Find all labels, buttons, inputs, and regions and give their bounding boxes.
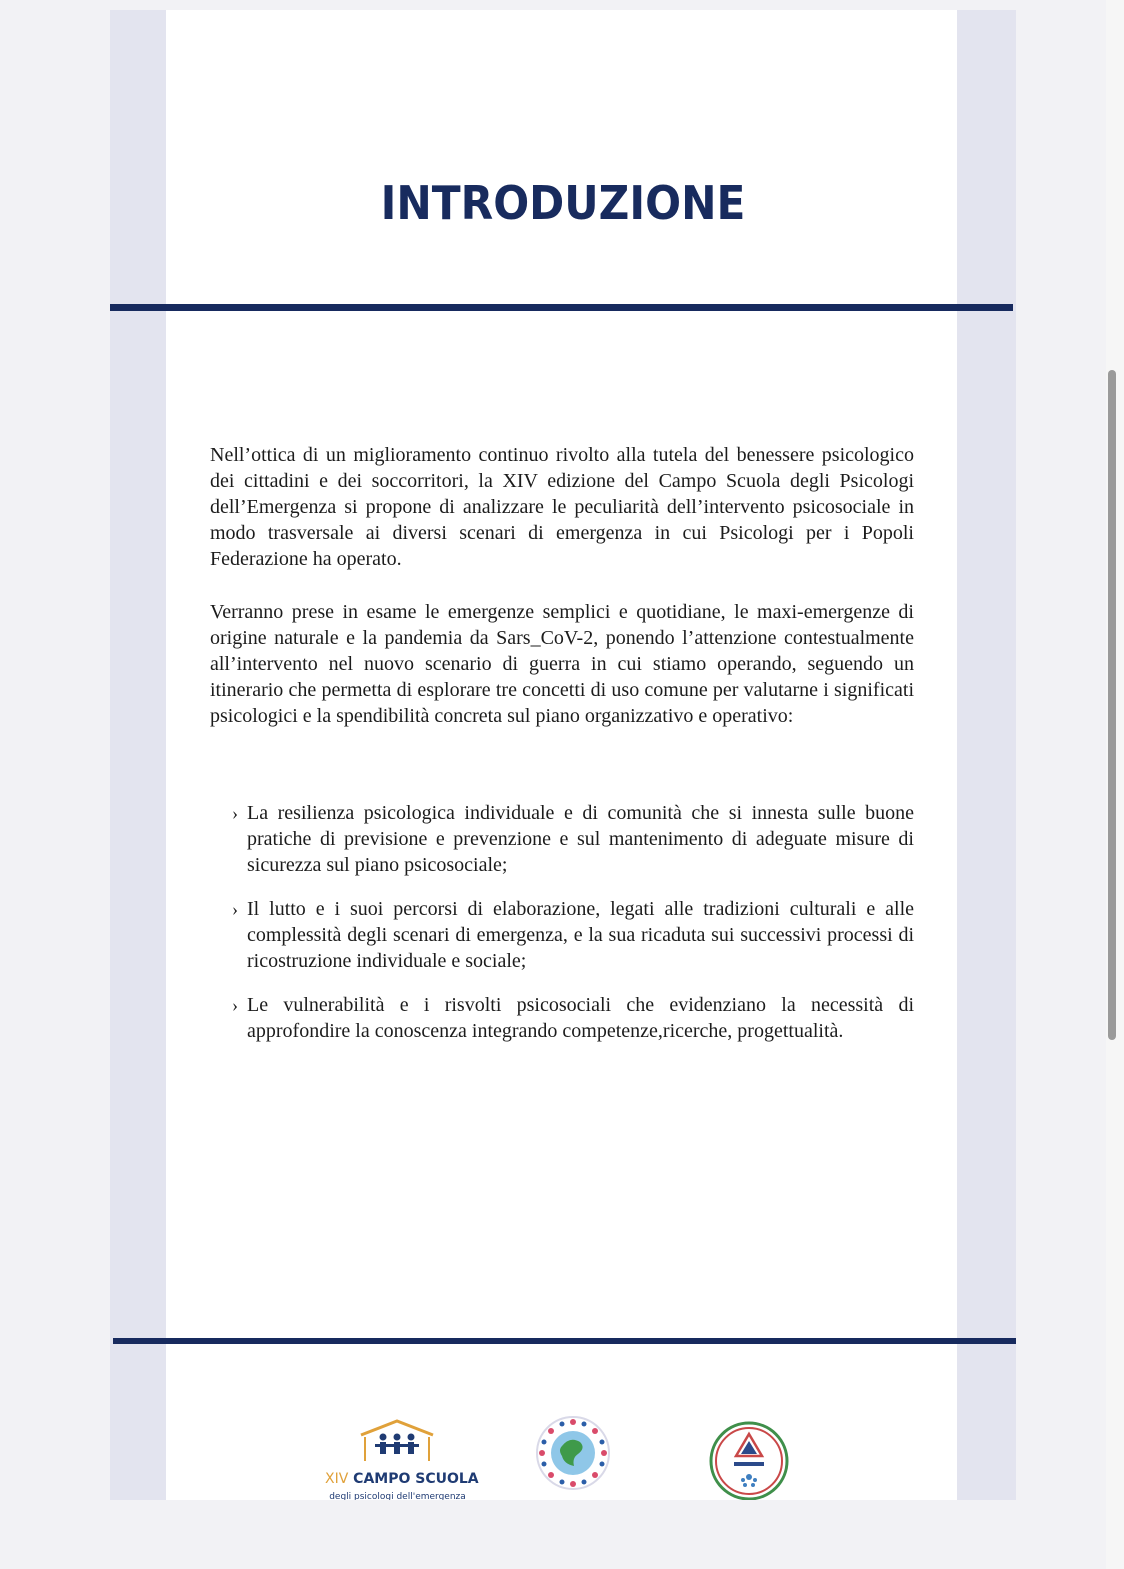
chevron-right-icon: › — [232, 899, 238, 919]
list-item — [232, 896, 914, 974]
document-page — [110, 10, 1016, 1500]
paragraph-1: Nell’ottica di un miglioramento continuo rivolto alla tutela del benessere psicologico dei cittadini e dei soccorritori, la XIV edizione del Campo Scuola degli Psicologi dell’Emergenza si propone di analizzare le peculiarità dell’intervento psicosociale in modo trasversale ai diversi scenari di emergenza in cui Psicologi per i Popoli Federazione ha operato. — [210, 444, 914, 570]
scrollbar-thumb[interactable] — [1108, 370, 1116, 1040]
campo-scuola-logo — [325, 1415, 479, 1500]
campo-scuola-subtitle: degli psicologi dell'emergenza — [329, 1492, 466, 1500]
volontariato-seal-icon — [708, 1420, 790, 1500]
page-title: INTRODUZIONE — [380, 176, 746, 230]
right-margin-band — [957, 10, 1016, 1500]
top-divider — [110, 304, 1013, 311]
chevron-right-icon: › — [232, 995, 238, 1015]
bullet-text: Il lutto e i suoi percorsi di elaborazione, legati alle tradizioni culturali e alle complessità degli scenari di emergenza, e la sua ricaduta sui successivi processi di ricostruzione individuale e sociale; — [247, 898, 914, 972]
paragraph-2: Verranno prese in esame le emergenze semplici e quotidiane, le maxi-emergenze di origine naturale e la pandemia da Sars_CoV-2, ponendo l’attenzione contestualmente all’intervento nel nuovo scenario di guerra in cui stiamo operando, seguendo un itinerario che permetta di esplorare tre concetti di uso comune per valutarne i significati psicologici e la spendibilità concreta sul piano organizzativo e operativo: — [210, 601, 914, 727]
federazione-globe-icon — [532, 1412, 614, 1494]
bullet-text: La resilienza psicologica individuale e di comunità che si innesta sulle buone pratiche di previsione e prevenzione e sul mantenimento di adeguate misure di sicurezza sul piano psicosociale; — [247, 802, 914, 876]
campo-scuola-name: XIV CAMPO SCUOLA — [325, 1471, 479, 1487]
bullet-text: Le vulnerabilità e i risvolti psicosociali che evidenziano la necessità di approfondire la conoscenza integrando competenze,ricerche, progettualità. — [247, 994, 914, 1042]
list-item — [232, 800, 914, 878]
bottom-divider — [113, 1338, 1016, 1344]
left-margin-band — [110, 10, 166, 1500]
scrollbar[interactable] — [1106, 0, 1124, 1569]
intro-text — [210, 442, 914, 756]
list-item — [232, 992, 914, 1044]
chevron-right-icon: › — [232, 803, 238, 823]
campo-scuola-house-icon — [325, 1415, 470, 1471]
footer-logos — [110, 1410, 1016, 1500]
bullet-list — [232, 800, 914, 1062]
